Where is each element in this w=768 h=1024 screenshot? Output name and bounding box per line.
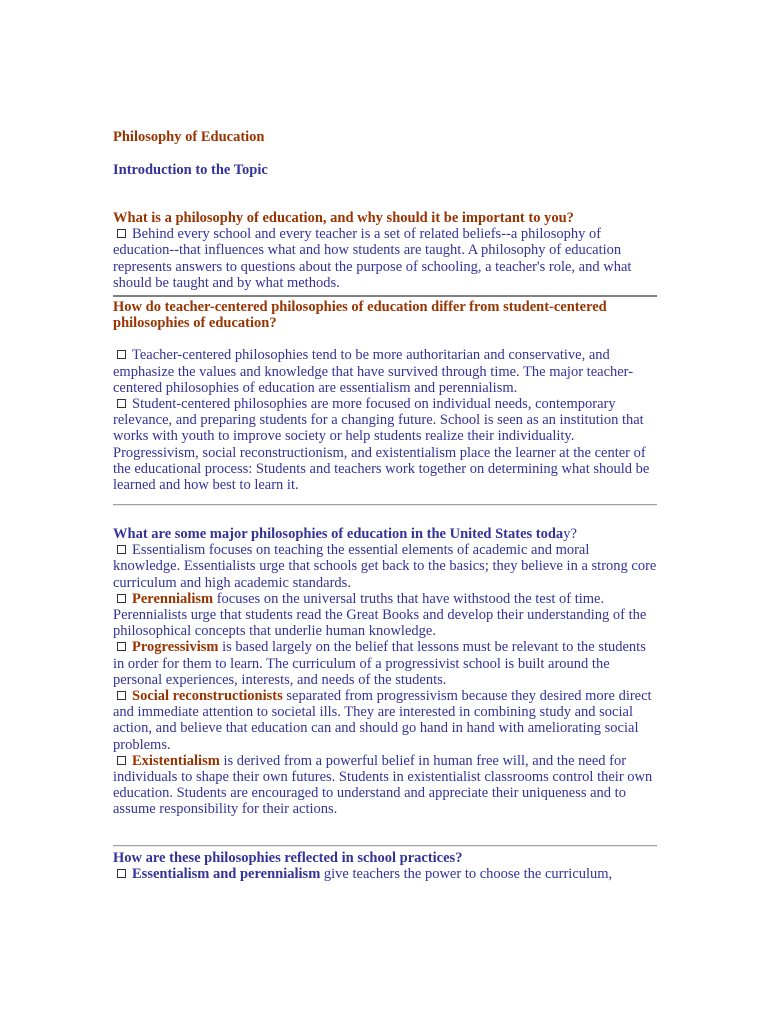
question-major-philosophies: What are some major philosophies of education in the United States today? (113, 526, 577, 542)
checkbox-bullet-icon (117, 594, 126, 603)
term-perennialism: Perennialism (132, 590, 214, 607)
bullet-essentialism-perennialism (113, 866, 658, 882)
bullet-text: focuses on the universal truths that have withstood the test of time. Perennialists urge that students read the Great Books and develop their understanding of the philosophical concepts that underlie human knowledge. (113, 590, 647, 640)
question-teacher-vs-student: How do teacher-centered philosophies of education differ from student-centered philosophies of education? (113, 299, 607, 332)
question-school-practices: How are these philosophies reflected in school practices? (113, 850, 463, 866)
bullet-perennialism (113, 591, 658, 640)
section-what-is-philosophy (113, 210, 658, 291)
bullet-student-centered (113, 396, 658, 493)
checkbox-bullet-icon (117, 229, 126, 238)
bullet-existentialism (113, 753, 658, 818)
checkbox-bullet-icon (117, 869, 126, 878)
question-what-is-philosophy: What is a philosophy of education, and why should it be important to you? (113, 210, 574, 226)
term-social-reconstructionists: Social reconstructionists (132, 688, 283, 705)
term-progressivism: Progressivism (132, 639, 219, 656)
term-existentialism: Existentialism (132, 752, 220, 769)
bullet-text: Essentialism focuses on teaching the essential elements of academic and moral knowledge. Essentialists urge that schools get back to the basics; they believe in a strong core curriculum and high academic standards. (113, 542, 657, 591)
answer-paragraph (113, 226, 658, 291)
bullet-text: give teachers the power to choose the curriculum, (320, 866, 613, 883)
bullet-social-reconstructionism (113, 688, 658, 753)
document-title: Philosophy of Education (113, 129, 265, 145)
section-divider (113, 295, 657, 297)
bullet-text: Student-centered philosophies are more focused on individual needs, contemporary relevance, and preparing students for a changing future. School is seen as an institution that works with youth to improve society or help students realize their individuality. Progressivism, social reconstructionism, and existentialism place the learner at the center of the educational process: Students and teachers work together on determining what should be learned and how best to learn it. (113, 396, 650, 494)
bullet-text: is derived from a powerful belief in human free will, and the need for individuals to shape their own futures. Students in existentialist classrooms control their own education. Students are encouraged to understand and appreciate their uniqueness and to assume responsibility for their actions. (113, 752, 653, 818)
section-divider (113, 845, 657, 847)
bullet-progressivism (113, 639, 658, 688)
bullet-teacher-centered (113, 347, 658, 396)
checkbox-bullet-icon (117, 545, 126, 554)
checkbox-bullet-icon (117, 756, 126, 765)
checkbox-bullet-icon (117, 642, 126, 651)
bullet-essentialism (113, 542, 658, 591)
section-major-philosophies (113, 526, 658, 818)
checkbox-bullet-icon (117, 350, 126, 359)
intro-heading: Introduction to the Topic (113, 162, 268, 178)
bullet-text: is based largely on the belief that lessons must be relevant to the students in order for them to learn. The curriculum of a progressivist school is built around the personal experiences, interests, and needs of the students. (113, 639, 646, 688)
bullet-text: Teacher-centered philosophies tend to be more authoritarian and conservative, and emphasize the values and knowledge that have survived through time. The major teacher-centered philosophies of education are essentialism and perennialism. (113, 347, 634, 396)
checkbox-bullet-icon (117, 691, 126, 700)
section-school-practices (113, 850, 658, 882)
answer-text: Behind every school and every teacher is a set of related beliefs--a philosophy of education--that influences what and how students are taught. A philosophy of education represents answers to questions about the purpose of schooling, a teacher's role, and what should be taught and by what methods. (113, 226, 632, 291)
section-divider (113, 504, 657, 506)
term-essentialism-perennialism: Essentialism and perennialism (132, 866, 321, 883)
bullet-text: separated from progressivism because they desired more direct and immediate attention to societal ills. They are interested in combining study and social action, and believe that education can and should go hand in hand with ameliorating social problems. (113, 688, 652, 753)
section-teacher-vs-student (113, 299, 658, 493)
checkbox-bullet-icon (117, 399, 126, 408)
